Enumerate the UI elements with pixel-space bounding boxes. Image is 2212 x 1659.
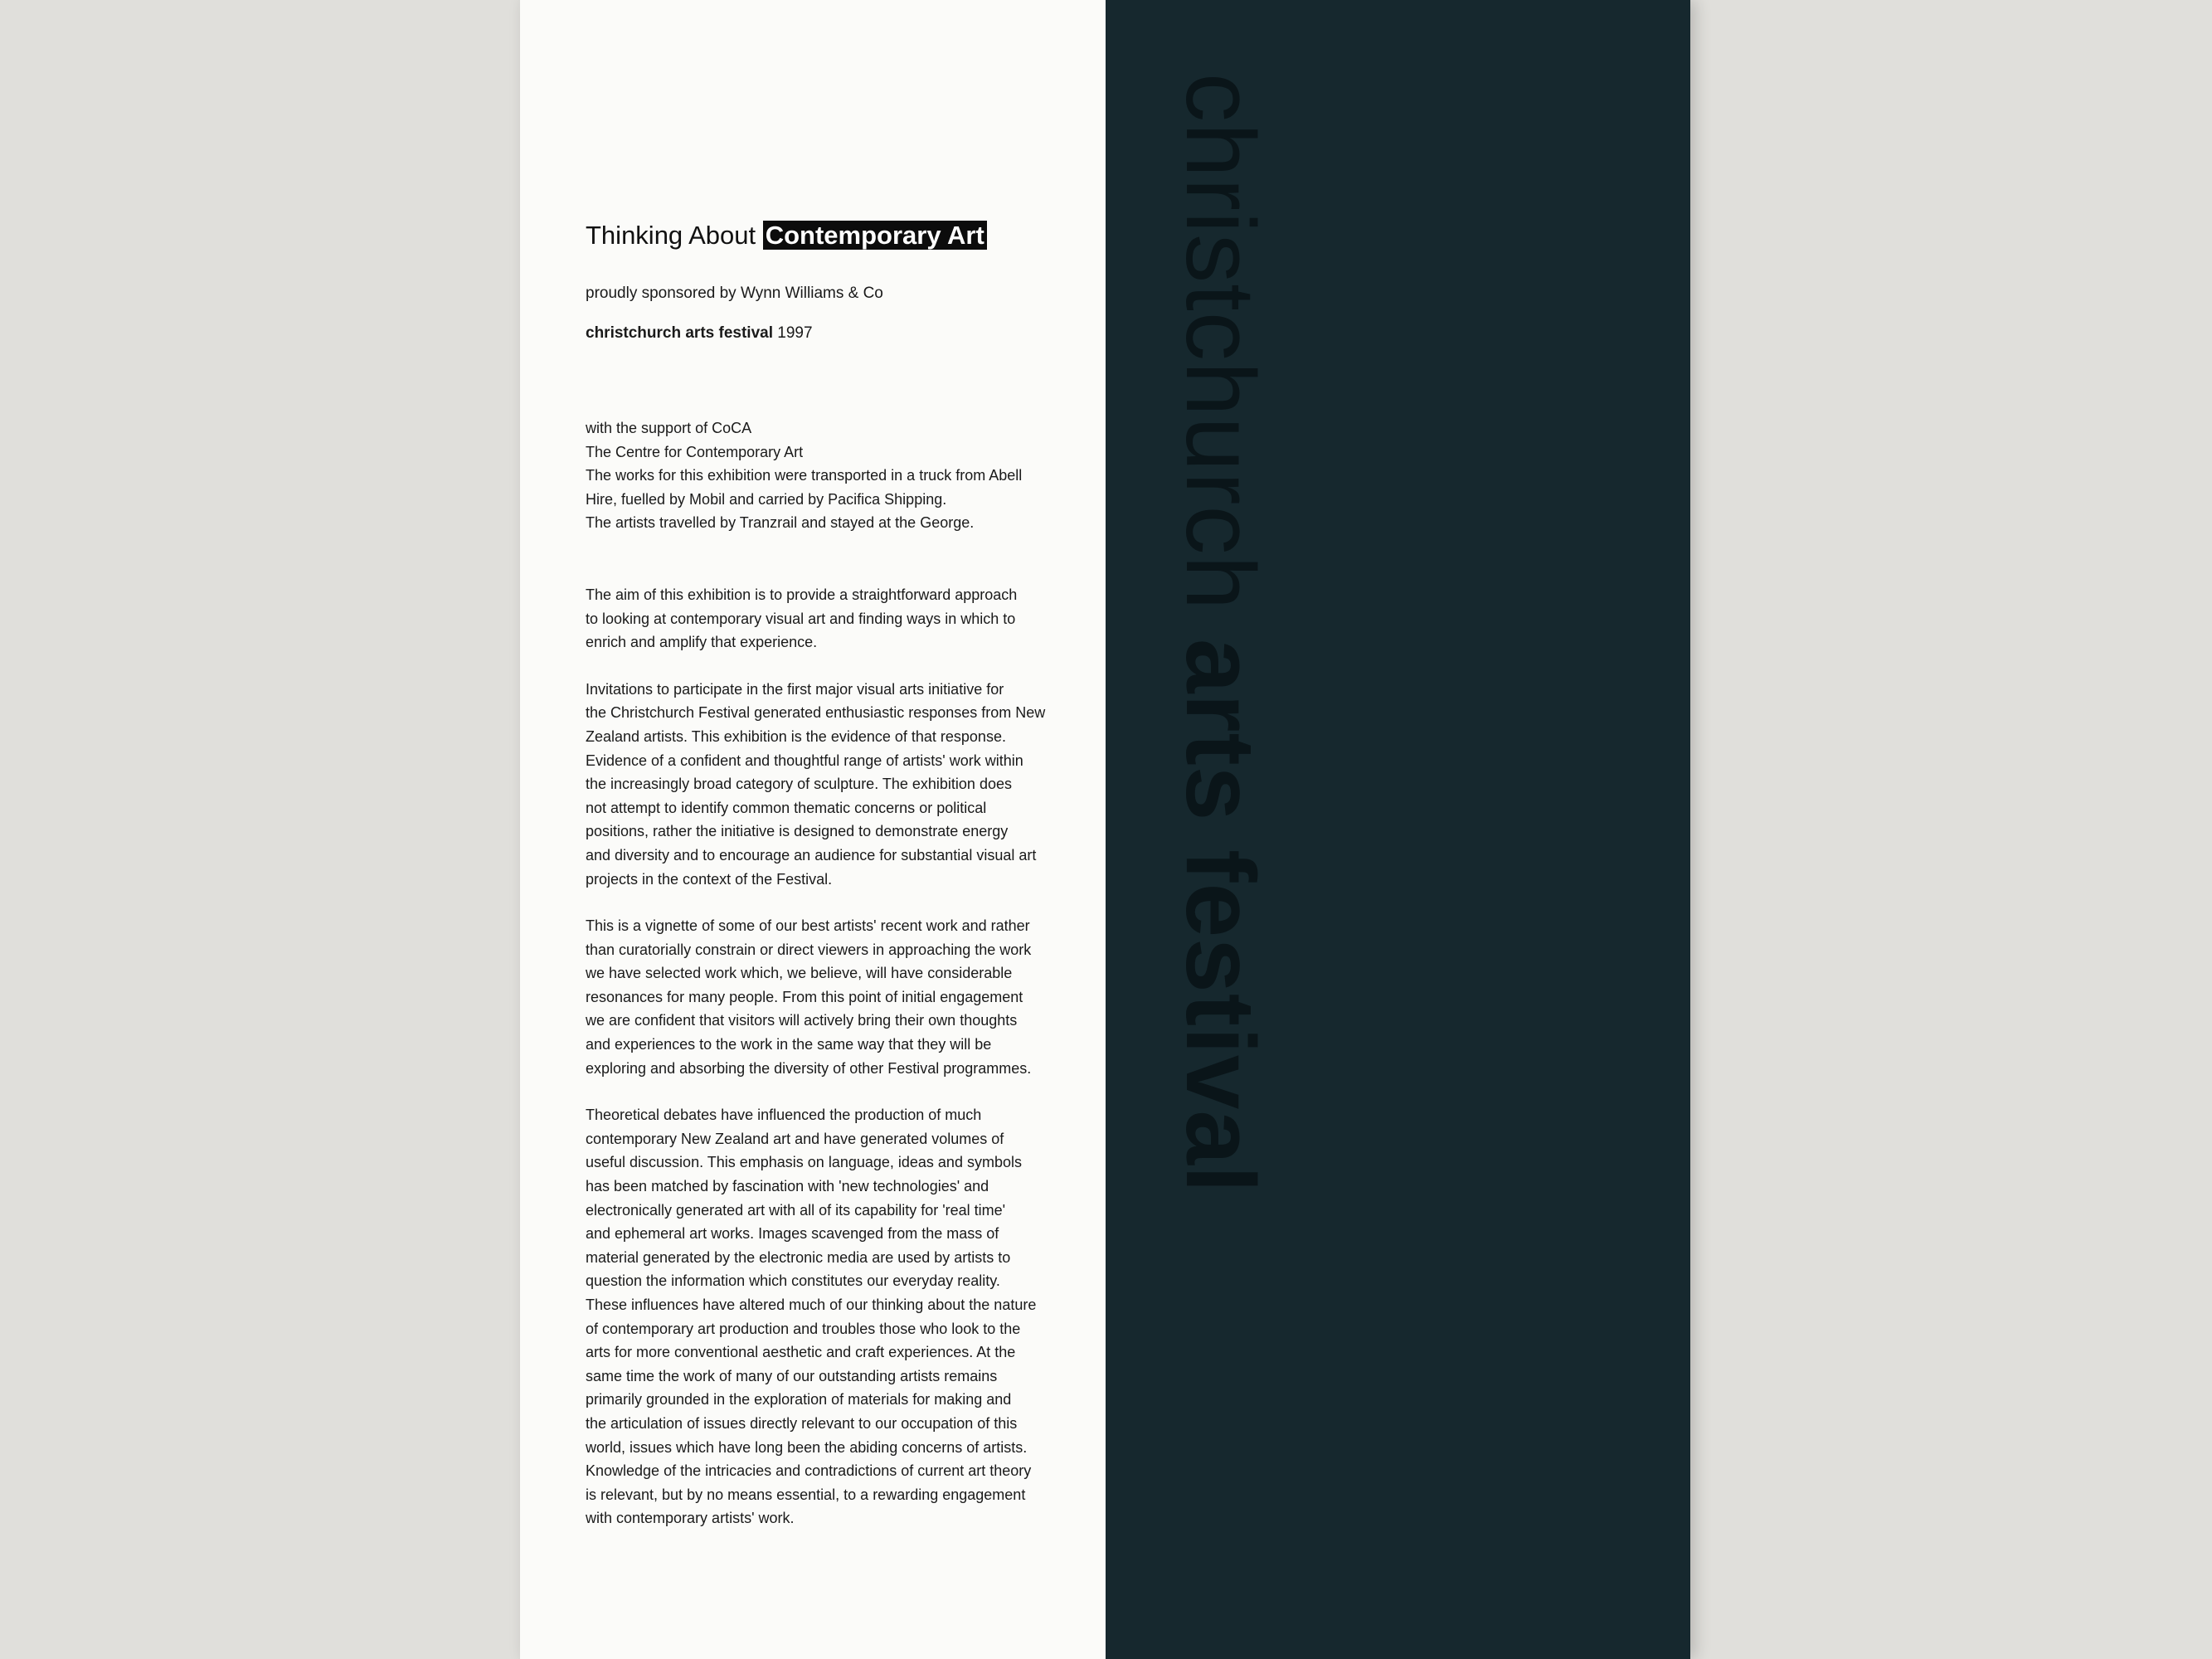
text-line: is relevant, but by no means essential, to a rewarding engagement: [586, 1486, 1026, 1503]
text-line: enrich and amplify that experience.: [586, 634, 818, 651]
text-line: question the information which constitutes our everyday reality.: [586, 1272, 1000, 1290]
text-line: resonances for many people. From this point of initial engagement: [586, 988, 1023, 1005]
cover-vertical-title: [1165, 73, 1275, 1194]
text-line: of contemporary art production and troubles those who look to the: [586, 1320, 1021, 1337]
text-line: positions, rather the initiative is designed to demonstrate energy: [586, 823, 1009, 840]
text-line: projects in the context of the Festival.: [586, 870, 833, 888]
text-line: Zealand artists. This exhibition is the evidence of that response.: [586, 727, 1006, 745]
text-line: same time the work of many of our outstanding artists remains: [586, 1367, 998, 1384]
text-line: world, issues which have long been the abiding concerns of artists.: [586, 1438, 1028, 1456]
text-line: the Christchurch Festival generated enthusiastic responses from New: [586, 704, 1046, 722]
festival-line: [586, 322, 1083, 345]
text-line: the articulation of issues directly relevant to our occupation of this: [586, 1414, 1018, 1432]
text-line: The aim of this exhibition is to provide a straightforward approach: [586, 586, 1018, 603]
text-line: exploring and absorbing the diversity of other Festival programmes.: [586, 1059, 1032, 1077]
support-line: The works for this exhibition were transported in a truck from Abell: [586, 467, 1023, 484]
page-title: [586, 217, 1083, 254]
brochure-spread: [520, 0, 1690, 1659]
paragraph-aim: [586, 583, 1083, 654]
text-line: electronically generated art with all of its capability for 'real time': [586, 1201, 1006, 1219]
text-line: has been matched by fascination with 'new technologies' and: [586, 1178, 989, 1195]
text-line: and ephemeral art works. Images scavenged from the mass of: [586, 1225, 999, 1243]
text-line: useful discussion. This emphasis on language, ideas and symbols: [586, 1154, 1022, 1171]
paragraph-invitations: [586, 678, 1083, 891]
text-line: Evidence of a confident and thoughtful range of artists' work within: [586, 752, 1023, 769]
cover-title-bold: arts festival: [1165, 638, 1275, 1194]
support-line: The Centre for Contemporary Art: [586, 443, 804, 460]
support-line: with the support of CoCA: [586, 420, 752, 436]
text-line: not attempt to identify common thematic concerns or political: [586, 799, 987, 816]
text-line: the increasingly broad category of sculpture. The exhibition does: [586, 776, 1012, 793]
sponsor-line: proudly sponsored by Wynn Williams & Co: [586, 285, 883, 302]
support-block: [586, 416, 1083, 535]
title-plain: Thinking About: [586, 221, 763, 250]
text-line: Theoretical debates have influenced the production of much: [586, 1107, 982, 1124]
text-line: to looking at contemporary visual art and finding ways in which to: [586, 610, 1016, 627]
paragraph-vignette: [586, 914, 1083, 1080]
text-line: material generated by the electronic media are used by artists to: [586, 1248, 1011, 1266]
text-line: These influences have altered much of our thinking about the nature: [586, 1297, 1037, 1313]
festival-year: 1997: [772, 324, 813, 342]
text-line: contemporary New Zealand art and have generated volumes of: [586, 1130, 1004, 1147]
support-line: Hire, fuelled by Mobil and carried by Pacifica Shipping.: [586, 490, 947, 508]
cover-title-light: christchurch: [1165, 73, 1275, 639]
text-line: Invitations to participate in the first major visual arts initiative for: [586, 680, 1004, 698]
text-line: arts for more conventional aesthetic and craft experiences. At the: [586, 1344, 1016, 1361]
paragraph-theoretical: [586, 1103, 1083, 1530]
title-highlight: Contemporary Art: [763, 221, 987, 250]
text-line: we have selected work which, we believe, will have considerable: [586, 965, 1013, 982]
text-line: primarily grounded in the exploration of materials for making and: [586, 1391, 1012, 1408]
support-line: The artists travelled by Tranzrail and stayed at the George.: [586, 514, 975, 532]
text-line: and diversity and to encourage an audience for substantial visual art: [586, 846, 1037, 864]
text-line: This is a vignette of some of our best artists' recent work and rather: [586, 917, 1030, 935]
festival-name: christchurch arts festival: [586, 324, 773, 342]
text-line: we are confident that visitors will actively bring their own thoughts: [586, 1012, 1018, 1029]
text-line: and experiences to the work in the same way that they will be: [586, 1036, 992, 1053]
text-line: than curatorially constrain or direct viewers in approaching the work: [586, 941, 1032, 958]
inner-page: [520, 0, 1106, 1659]
text-line: Knowledge of the intricacies and contradictions of current art theory: [586, 1462, 1032, 1480]
text-line: with contemporary artists' work.: [586, 1510, 795, 1527]
page-content: [586, 217, 1083, 1530]
